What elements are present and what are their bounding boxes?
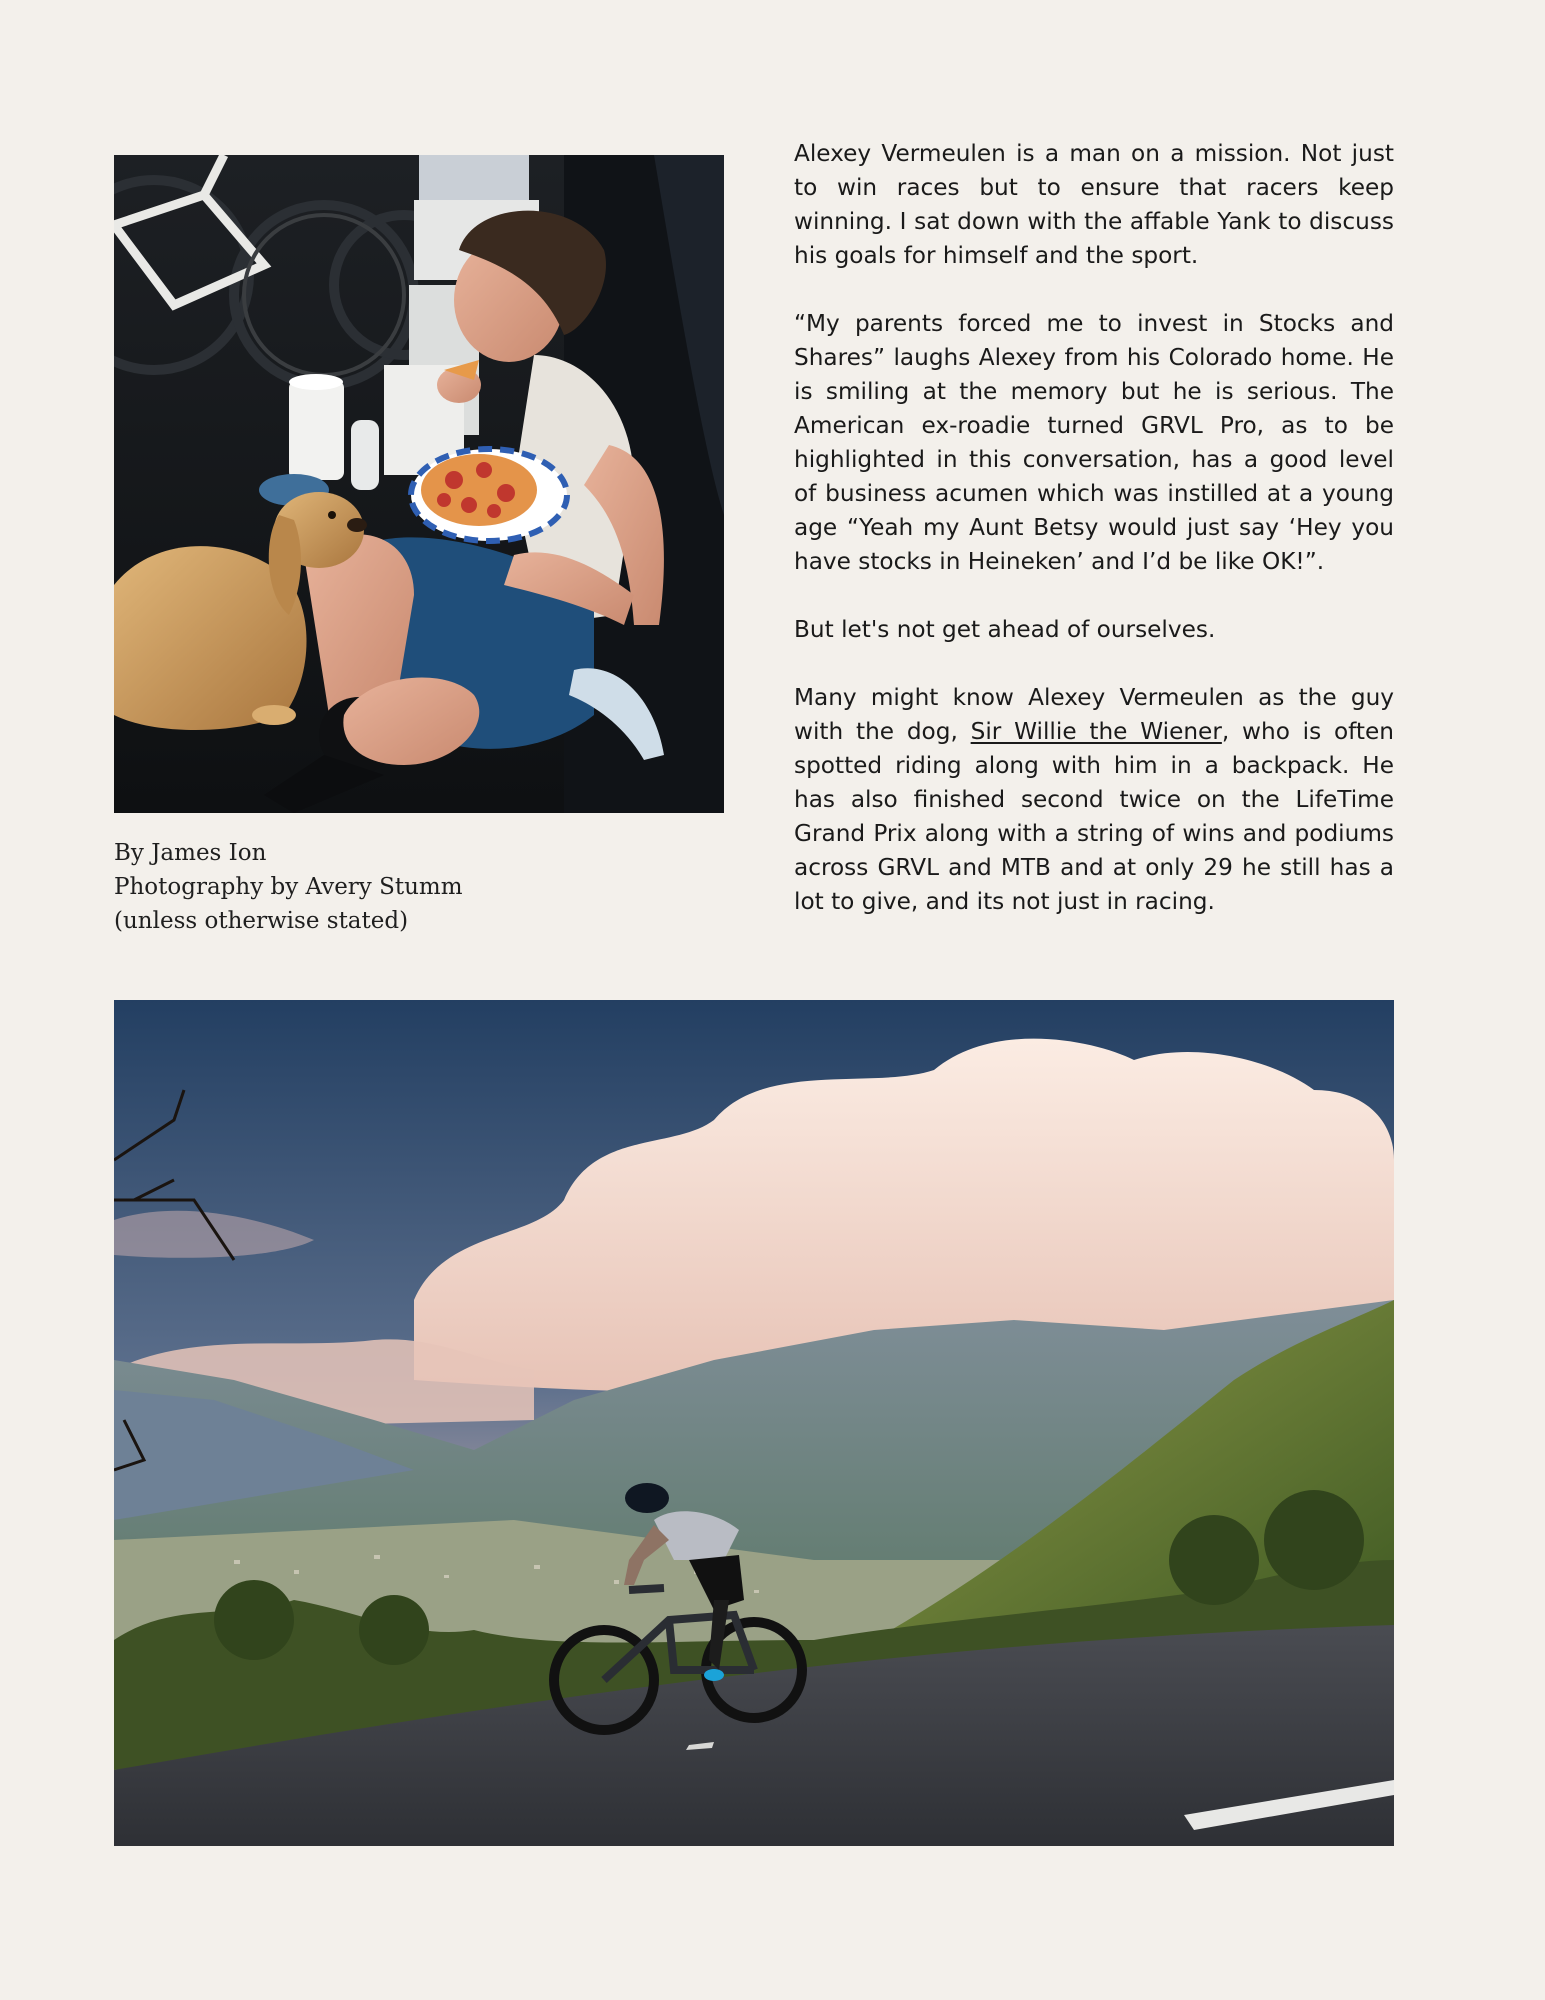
landscape-photo-cyclist-mountain-road <box>114 1000 1394 1846</box>
article-body <box>794 137 1394 953</box>
author-byline: By James Ion <box>114 840 267 866</box>
portrait-photo-cyclist-eating-pizza <box>114 155 724 813</box>
sir-willie-the-wiener-link[interactable]: Sir Willie the Wiener <box>970 718 1222 745</box>
paragraph-background-end: , who is often spotted riding along with him in a backpack. He has also finished second twice on the LifeTime Grand Prix along with a string of wins and podiums across GRVL and MTB and at only 29 he still has a lot to give, and its not just in racing. <box>794 718 1394 915</box>
paragraph-background-start: Many might know Alexey Vermeulen as the guy with the dog, <box>794 684 1394 745</box>
paragraph-intro: Alexey Vermeulen is a man on a mission. Not just to win races but to ensure that racers keep winning. I sat down with the affable Yank to discuss his goals for himself and the sport. <box>794 140 1394 269</box>
credit-note: (unless otherwise stated) <box>114 908 409 934</box>
paragraph-background <box>794 681 1394 919</box>
paragraph-quote: “My parents forced me to invest in Stocks and Shares” laughs Alexey from his Colorado home. He is smiling at the memory but he is serious. The American ex-roadie turned GRVL Pro, as to be highlighted in this conversation, has a good level of business acumen which was instilled at a young age “Yeah my Aunt Betsy would just say ‘Hey you have stocks in Heineken’ and I’d be like OK!”. <box>794 310 1394 575</box>
photographer-credit: Photography by Avery Stumm <box>114 874 463 900</box>
paragraph-aside: But let's not get ahead of ourselves. <box>794 616 1216 643</box>
photo-credits <box>114 836 674 938</box>
